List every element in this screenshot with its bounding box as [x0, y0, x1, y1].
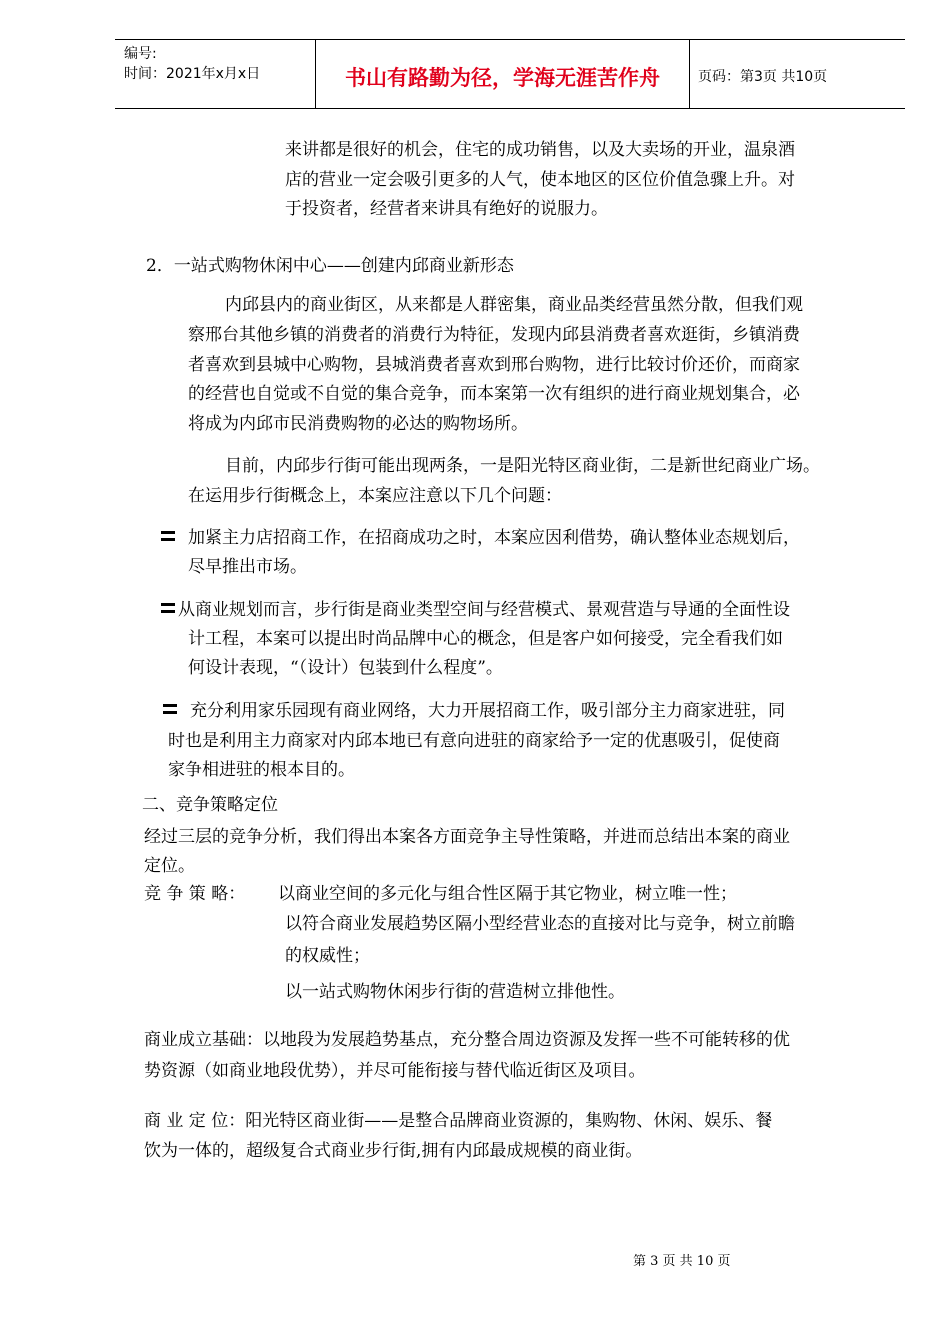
section-heading: 二、竞争策略定位 [142, 795, 278, 815]
list-item: 加紧主力店招商工作，在招商成功之时，本案应因利借势，确认整体业态规划后， [188, 528, 800, 548]
list-item: 家争相进驻的根本目的。 [168, 760, 355, 780]
body-line: 商 业 定 位：阳光特区商业街——是整合品牌商业资源的，集购物、休闲、娱乐、餐 [144, 1111, 773, 1131]
body-line: 来讲都是很好的机会，住宅的成功销售，以及大卖场的开业，温泉酒 [285, 140, 795, 160]
header-divider [689, 40, 690, 108]
page-footer: 第 3 页 共 10 页 [633, 1254, 731, 1269]
body-line: 饮为一体的，超级复合式商业步行街,拥有内邱最成规模的商业街。 [144, 1141, 643, 1161]
body-line: 势资源（如商业地段优势），并尽可能衔接与替代临近街区及项目。 [144, 1061, 646, 1081]
bullet-icon [163, 703, 177, 715]
strategy-label: 竞 争 策 略： [144, 884, 246, 904]
body-line: 经过三层的竞争分析，我们得出本案各方面竞争主导性策略，并进而总结出本案的商业 [144, 827, 790, 847]
body-line: 在运用步行街概念上，本案应注意以下几个问题： [188, 486, 562, 506]
body-line: 内邱县内的商业街区，从来都是人群密集，商业品类经营虽然分散，但我们观 [225, 295, 803, 315]
list-item: 尽早推出市场。 [188, 557, 307, 577]
body-line: 定位。 [144, 856, 195, 876]
strategy-line: 以商业空间的多元化与组合性区隔于其它物业，树立唯一性； [278, 884, 737, 904]
list-item: 充分利用家乐园现有商业网络，大力开展招商工作，吸引部分主力商家进驻，同 [190, 701, 785, 721]
list-item: 计工程，本案可以提出时尚品牌中心的概念，但是客户如何接受，完全看我们如 [188, 629, 783, 649]
strategy-line: 的权威性； [285, 946, 370, 966]
list-item: 从商业规划而言，步行街是商业类型空间与经营模式、景观营造与导通的全面性设 [178, 600, 790, 620]
strategy-line: 以符合商业发展趋势区隔小型经营业态的直接对比与竞争，树立前瞻 [285, 914, 795, 934]
header-motto: 书山有路勤为径，学海无涯苦作舟 [345, 66, 660, 90]
section-heading: 2．一站式购物休闲中心——创建内邱商业新形态 [146, 256, 514, 276]
body-line: 于投资者，经营者来讲具有绝好的说服力。 [285, 199, 608, 219]
list-item: 何设计表现，“（设计）包装到什么程度”。 [188, 658, 503, 678]
body-line: 将成为内邱市民消费购物的必达的购物场所。 [188, 414, 528, 434]
body-line: 察邢台其他乡镇的消费者的消费行为特征，发现内邱县消费者喜欢逛街，乡镇消费 [188, 325, 800, 345]
body-line: 者喜欢到县城中心购物，县城消费者喜欢到邢台购物，进行比较讨价还价，而商家 [188, 355, 800, 375]
bullet-icon [161, 530, 175, 542]
body-line: 的经营也自觉或不自觉的集合竞争，而本案第一次有组织的进行商业规划集合，必 [188, 384, 800, 404]
date-label: 时间：2021年x月x日 [124, 66, 261, 82]
body-line: 店的营业一定会吸引更多的人气，使本地区的区位价值急骤上升。对 [285, 170, 795, 190]
strategy-line: 以一站式购物休闲步行街的营造树立排他性。 [285, 982, 625, 1002]
page-header [115, 39, 905, 109]
header-page-label: 页码：第3页 共10页 [698, 69, 828, 85]
bullet-icon [161, 602, 175, 614]
list-item: 时也是利用主力商家对内邱本地已有意向进驻的商家给予一定的优惠吸引，促使商 [168, 731, 780, 751]
body-line: 目前，内邱步行街可能出现两条，一是阳光特区商业街，二是新世纪商业广场。 [225, 456, 820, 476]
serial-number-label: 编号: [124, 46, 157, 62]
body-line: 商业成立基础：以地段为发展趋势基点，充分整合周边资源及发挥一些不可能转移的优 [144, 1030, 790, 1050]
